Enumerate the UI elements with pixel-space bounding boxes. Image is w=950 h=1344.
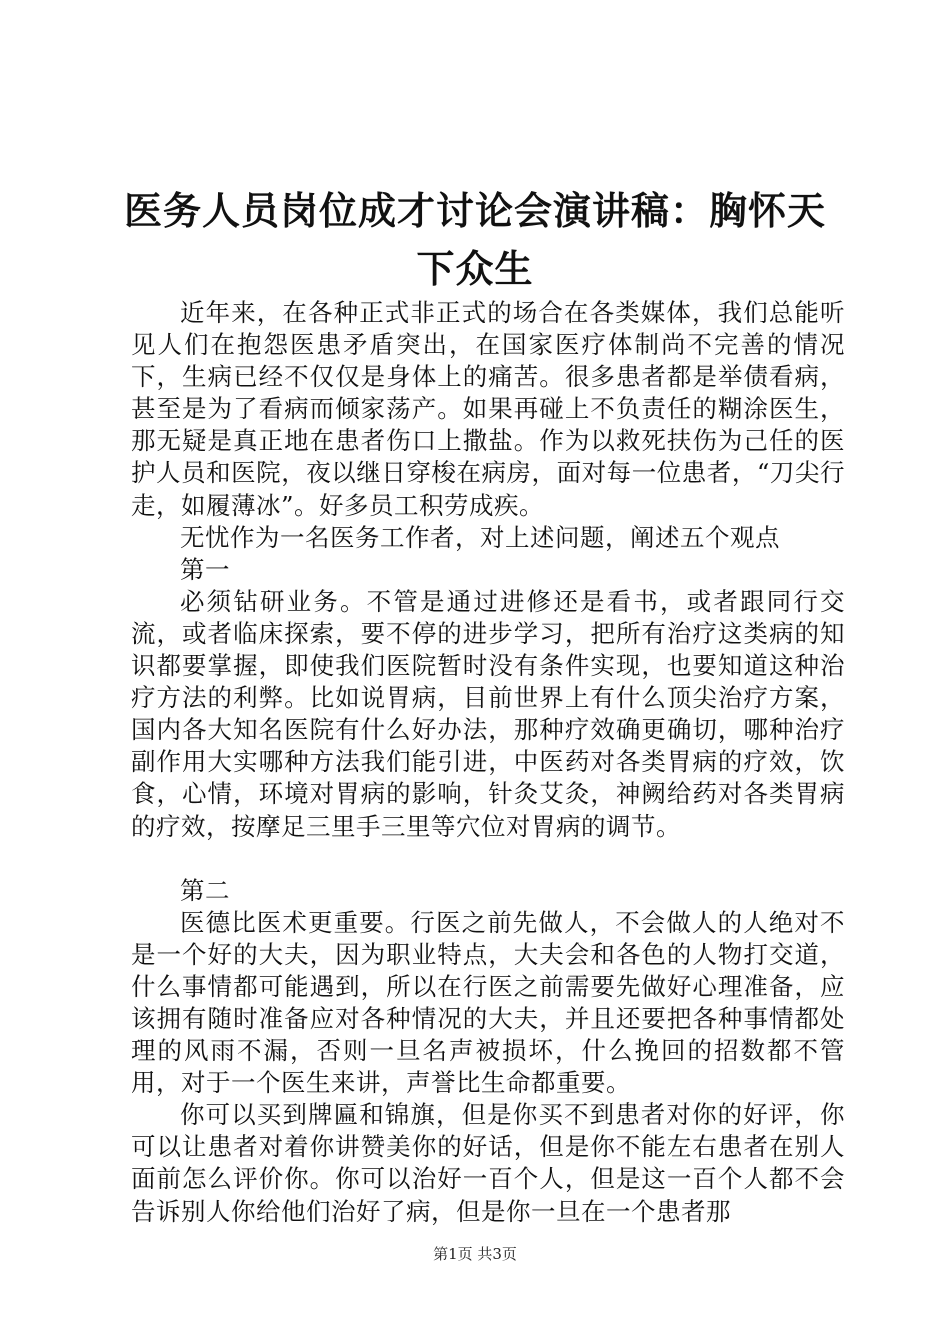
- paragraph-viewpoints-intro: 无忧作为一名医务工作者，对上述问题，阐述五个观点: [180, 522, 780, 552]
- document-title: 医务人员岗位成才讨论会演讲稿：胸怀天下众生: [123, 188, 826, 291]
- paragraph-reputation: 你可以买到牌匾和锦旗，但是你买不到患者对你的好评，你可以让患者对着你讲赞美你的好话，但是你不能左右患者在别人面前怎么评价你。你可以治好一百个人，但是这一百个人都不会告诉别人你给他们治好了病，但是你一旦在一个患者那: [131, 1100, 845, 1226]
- paragraph-second-point: 医德比医术更重要。行医之前先做人，不会做人的人绝对不是一个好的大夫，因为职业特点，大夫会和各色的人物打交道，什么事情都可能遇到，所以在行医之前需要先做好心理准备，应该拥有随时准备应对各种情况的大夫，并且还要把各种事情都处理的风雨不漏，否则一旦名声被损坏，什么挽回的招数都不管用，对于一个医生来讲，声誉比生命都重要。: [131, 907, 845, 1098]
- page-footer: 第1页 共3页: [433, 1245, 517, 1263]
- section-heading-first: 第一: [180, 554, 230, 584]
- paragraph-intro: 近年来，在各种正式非正式的场合在各类媒体，我们总能听见人们在抱怨医患矛盾突出，在国家医疗体制尚不完善的情况下，生病已经不仅仅是身体上的痛苦。很多患者都是举债看病，甚至是为了看病而倾家荡产。如果再碰上不负责任的糊涂医生，那无疑是真正地在患者伤口上撒盐。作为以救死扶伤为己任的医护人员和医院，夜以继日穿梭在病房，面对每一位患者，“刀尖行走，如履薄冰”。好多员工积劳成疾。: [131, 298, 845, 520]
- section-heading-second: 第二: [180, 875, 230, 905]
- paragraph-spacer: [131, 843, 845, 875]
- document-body: [131, 297, 845, 1228]
- paragraph-first-point: 必须钻研业务。不管是通过进修还是看书，或者跟同行交流，或者临床探索，要不停的进步学习，把所有治疗这类病的知识都要掌握，即使我们医院暂时没有条件实现，也要知道这种治疗方法的利弊。比如说胃病，目前世界上有什么顶尖治疗方案，国内各大知名医院有什么好办法，那种疗效确更确切，哪种治疗副作用大实哪种方法我们能引进，中医药对各类胃病的疗效，饮食，心情，环境对胃病的影响，针灸艾灸，神阙给药对各类胃病的疗效，按摩足三里手三里等穴位对胃病的调节。: [131, 586, 845, 841]
